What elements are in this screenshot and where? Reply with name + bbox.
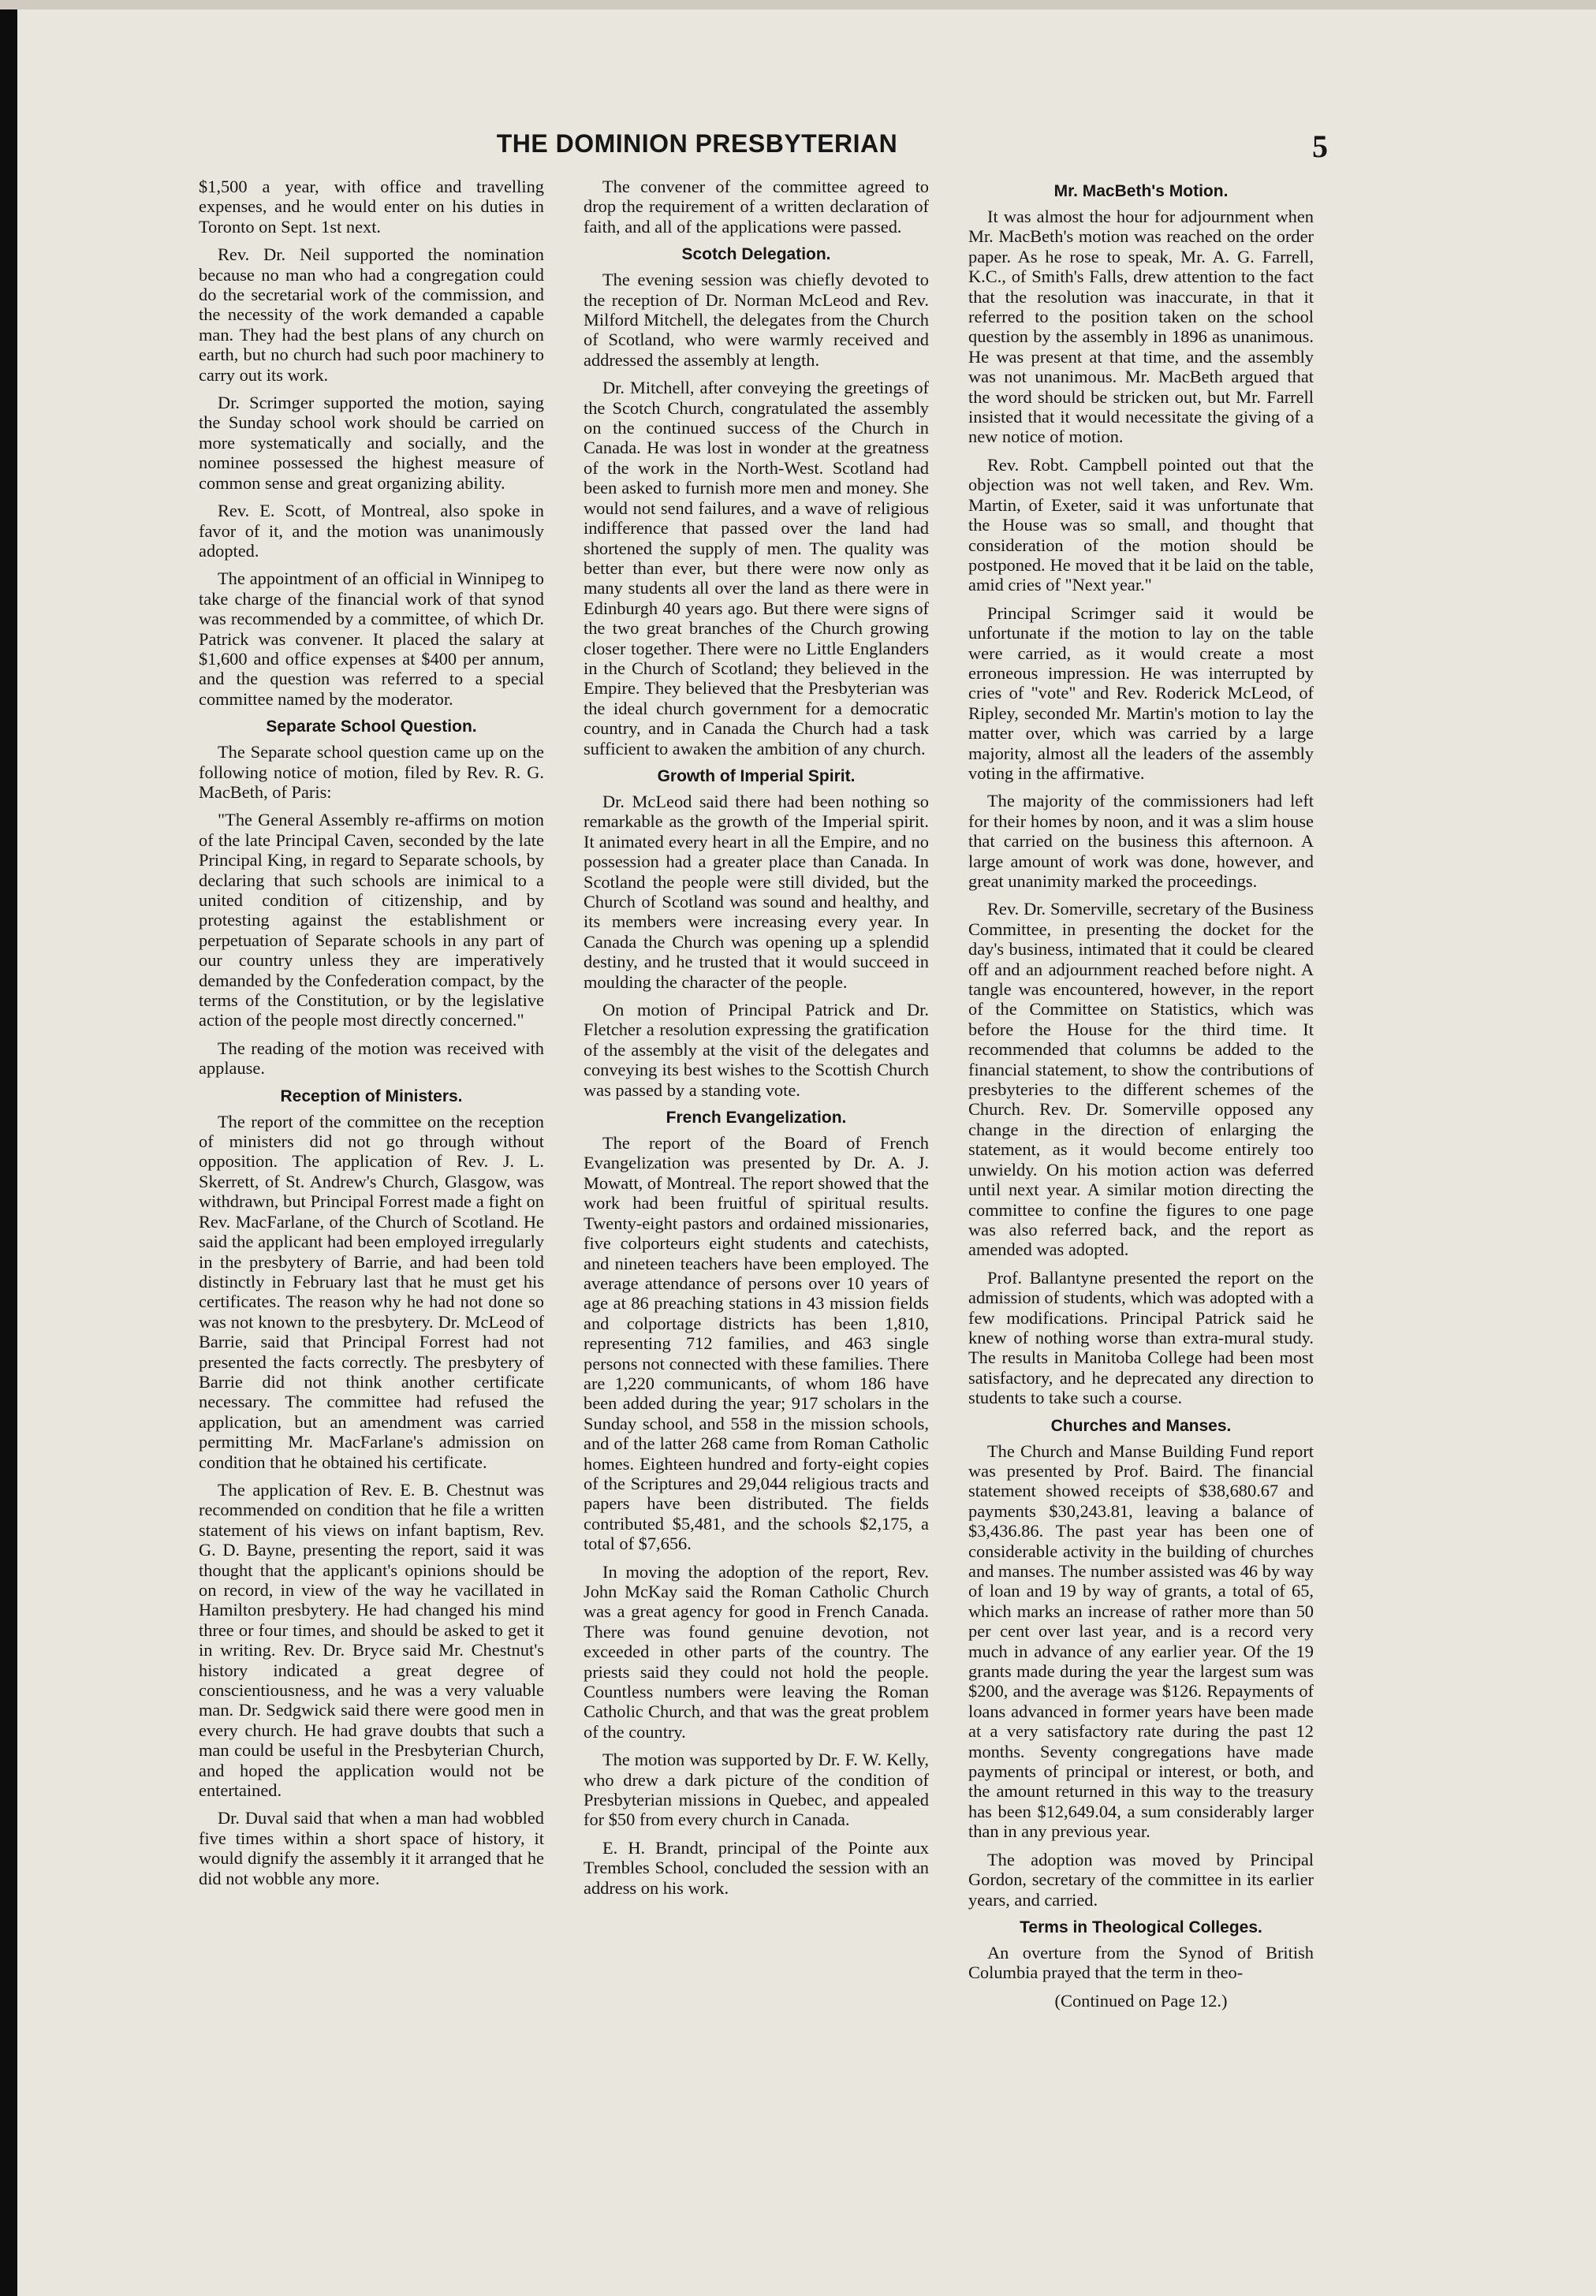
article-paragraph: The Separate school question came up on the following notice of motion, filed by Rev. R. G. MacBeth, of Paris: [199,742,544,802]
article-paragraph: It was almost the hour for adjournment when Mr. MacBeth's motion was reached on the order paper. As he rose to speak, Mr. A. G. Farrell, K.C., of Smith's Falls, drew attention to the fact that the resolution was inaccurate, in that it referred to the position taken on the school question by the assembly in 1896 as unanimous. He was present at that time, and the assembly was not unanimous. Mr. MacBeth argued that the word should be stricken out, but Mr. Farrell insisted that it would necessitate the giving of a new notice of motion. [968,207,1314,447]
article-paragraph: On motion of Principal Patrick and Dr. Fletcher a resolution expressing the gratification of the assembly at the visit of the delegates and conveying its best wishes to the Scottish Church was passed by a standing vote. [584,1000,929,1100]
article-paragraph: Principal Scrimger said it would be unfortunate if the motion to lay on the table were carried, as it would create a most erroneous impression. He was interrupted by cries of "vote" and Rev. Roderick McLeod, of Ripley, seconded Mr. Martin's motion to lay the matter over, which was carried by a large majority, almost all the leaders of the assembly voting in the affirmative. [968,602,1314,783]
article-paragraph: Prof. Ballantyne presented the report on the admission of students, which was adopted with a few modifications. Principal Patrick said he knew of nothing worse than extra-mural study. The results in Manitoba College had been most satisfactory, and he deprecated any direction to students to take such a course. [968,1267,1314,1408]
section-heading: French Evangelization. [666,1109,847,1128]
article-paragraph: An overture from the Synod of British Columbia prayed that the term in theo- [968,1942,1314,1983]
section-heading: Terms in Theological Colleges. [1020,1918,1262,1936]
section-heading: Reception of Ministers. [280,1086,463,1105]
scan-edge-left [0,0,17,2296]
article-paragraph: The reading of the motion was received with applause. [199,1038,544,1079]
article-paragraph: Rev. E. Scott, of Montreal, also spoke in favor of it, and the motion was unanimously adopted. [199,501,544,561]
continued-note: (Continued on Page 12.) [1054,1990,1228,2011]
section-heading: Separate School Question. [266,718,477,736]
article-paragraph: $1,500 a year, with office and travelling expenses, and he would enter on his duties in Toronto on Sept. 1st next. [199,177,544,237]
article-paragraph: Dr. Mitchell, after conveying the greetings of the Scotch Church, congratulated the assembly on the continued success of the Church in Canada. He was lost in wonder at the greatness of the work in the North-West. Scotland had been asked to furnish more men and money. She would not send failures, and a wave of religious indifference that passed over the land had shortened the supply of men. The quality was better than ever, but there were now only as many students all over the land as there were in Edinburgh 40 years ago. But there were signs of the two great branches of the Church growing closer together. There were no Little Englanders in the Church of Scotland; they believed in the Empire. They believed that the Presbyterian was the ideal church government for a democratic country, and in Canada the Church had a task sufficient to awaken the ambition of any church. [584,378,929,758]
article-paragraph: The adoption was moved by Principal Gordon, secretary of the committee in its earlier years, and carried. [968,1849,1314,1910]
article-paragraph: The convener of the committee agreed to drop the requirement of a written declaration of faith, and all of the applications were passed. [584,177,929,237]
article-paragraph: The Church and Manse Building Fund report was presented by Prof. Baird. The financial statement showed receipts of $38,680.67 and payments $30,243.81, leaving a balance of $3,436.86. The past year has been one of considerable activity in the building of churches and manses. The number assisted was 46 by way of loan and 19 by way of grants, a total of 65, which marks an increase of rather more than 50 per cent over last year, and is a record very much in advance of any earlier year. Of the 19 grants made during the year the largest sum was $200, and the average was $126. Repayments of loans advanced in former years have been made at a very satisfactory rate during the past 12 months. Seventy congregations have made payments of principal or interest, or both, and the amount returned in this way to the treasury has been $12,649.04, a sum considerably larger than in any previous year. [968,1441,1314,1842]
article-paragraph: The appointment of an official in Winnipeg to take charge of the financial work of that synod was recommended by a committee, of which Dr. Patrick was convener. It placed the salary at $1,600 and office expenses at $400 per annum, and the question was referred to a special committee named by the moderator. [199,568,544,709]
article-paragraph: The motion was supported by Dr. F. W. Kelly, who drew a dark picture of the condition of Presbyterian missions in Quebec, and appealed for $50 from every church in Canada. [584,1750,929,1830]
article-paragraph: In moving the adoption of the report, Rev. John McKay said the Roman Catholic Church was a great agency for good in French Canada. There was found genuine devotion, not exceeded in other parts of the country. The priests said they could not hold the people. Countless numbers were leaving the Roman Catholic Church, and that was the great problem of the country. [584,1561,929,1742]
article-paragraph: The report of the Board of French Evangelization was presented by Dr. A. J. Mowatt, of Montreal. The report showed that the work had been fruitful of spiritual results. Twenty-eight pastors and ordained missionaries, five colporteurs eight students and catechists, and nineteen teachers have been employed. The average attendance of persons over 10 years of age at 86 preaching stations in 43 mission fields and colportage districts has been 1,810, representing 712 families, and 463 single persons not connected with these families. There are 1,220 communicants, of whom 186 have been added during the year; 917 scholars in the Sunday school, and 558 in the mission schools, and of the latter 268 came from Roman Catholic homes. Eighteen hundred and forty-eight copies of the Scriptures and 29,044 religious tracts and papers have been distributed. The fields contributed $5,481, and the schools $2,175, a total of $7,656. [584,1133,929,1554]
article-paragraph: E. H. Brandt, principal of the Pointe aux Trembles School, concluded the session with an address on his work. [584,1837,929,1898]
column-3 [968,177,1314,2018]
article-paragraph: Dr. Scrimger supported the motion, saying the Sunday school work should be carried on more systematically and socially, and the nominee possessed the highest measure of common sense and great organizing ability. [199,393,544,493]
section-heading: Growth of Imperial Spirit. [657,766,856,785]
article-paragraph: Rev. Dr. Neil supported the nomination because no man who had a congregation could do the secretarial work of the commission, and the necessity of the work demanded a capable man. They had the best plans of any church on earth, but no church had such poor machinery to carry out its work. [199,244,544,385]
scan-edge-top [0,0,1596,9]
article-paragraph: The report of the committee on the reception of ministers did not go through without opposition. The application of Rev. J. L. Skerrett, of St. Andrew's Church, Glasgow, was withdrawn, but Principal Forrest made a fight on Rev. MacFarlane, of the Church of Scotland. He said the applicant had been employed irregularly in the presbytery of Barrie, and had been told distinctly in February last that he must get his certificates. The reason why he had not done so was not known to the presbytery. Dr. McLeod of Barrie, said that Principal Forrest had not presented the facts correctly. The presbytery of Barrie did not think another certificate necessary. The committee had refused the application, but an amendment was carried permitting Mr. MacFarlane's admission on condition that he obtained his certificate. [199,1111,544,1472]
article-paragraph: The application of Rev. E. B. Chestnut was recommended on condition that he file a written statement of his views on infant baptism, Rev. G. D. Bayne, presenting the report, said it was thought that the applicant's opinions should be on record, in view of the way he vacillated in Hamilton presbytery. He had changed his mind three or four times, and should be asked to get it in writing. Rev. Dr. Bryce said Mr. Chestnut's history indicated a great degree of conscientiousness, and he was a very valuable man. Dr. Sedgwick said there were good men in every church. He had grave doubts that such a man could be useful in the Presbyterian Church, and hoped the application would not be entertained. [199,1479,544,1801]
page-number: 5 [1312,129,1328,164]
masthead-title: THE DOMINION PRESBYTERIAN [496,129,898,158]
section-heading: Scotch Delegation. [681,245,831,264]
article-paragraph: Dr. Duval said that when a man had wobbled five times within a short space of history, it would dignify the assembly it it arranged that he did not wobble any more. [199,1808,544,1888]
article-paragraph: Rev. Dr. Somerville, secretary of the Business Committee, in presenting the docket for the day's business, intimated that it could be cleared off and an adjournment reached before night. A tangle was encountered, however, in the report of the Committee on Statistics, which was before the House for the third time. It recommended that columns be added to the financial statement, to show the contributions of presbyteries to the different schemes of the Church. Rev. Dr. Somerville opposed any change in the direction of enlarging the statement, as it would become entirely too unwieldy. On his motion action was deferred until next year. A similar motion directing the committee to confine the figures to one page was also referred back, and the report as amended was adopted. [968,899,1314,1260]
article-paragraph: Rev. Robt. Campbell pointed out that the objection was not well taken, and Rev. Wm. Martin, of Exeter, said it was unfortunate that the House was so small, and thought that consideration of the motion should be postponed. He moved that it be laid on the table, amid cries of "Next year." [968,454,1314,595]
article-paragraph: The evening session was chiefly devoted to the reception of Dr. Norman McLeod and Rev. Milford Mitchell, the delegates from the Church of Scotland, who were warmly received and addressed the assembly at length. [584,270,929,370]
column-2 [584,177,929,1906]
article-paragraph: The majority of the commissioners had left for their homes by noon, and it was a slim house that carried on the business this afternoon. A large amount of work was done, however, and great unanimity marked the proceedings. [968,791,1314,891]
column-1 [199,177,544,1896]
article-paragraph: "The General Assembly re-affirms on motion of the late Principal Caven, seconded by the late Principal King, in regard to Separate schools, by declaring that such schools are inimical to a united condition of citizenship, and by protesting against the establishment or perpetuation of Separate schools in any part of our country unless they are imperatively demanded by the Confederation compact, by the terms of the Constitution, or by the legislative action of the people most directly concerned." [199,810,544,1031]
section-heading: Churches and Manses. [1050,1416,1232,1435]
section-heading: Mr. MacBeth's Motion. [1053,182,1229,200]
article-paragraph: Dr. McLeod said there had been nothing so remarkable as the growth of the Imperial spirit. It animated every heart in all the Empire, and no possession had a greater place than Canada. In Scotland the people were still divided, but the Church of Scotland was sound and healthy, and its members were increasing every year. In Canada the Church was opening up a splendid destiny, and he trusted that it would succeed in moulding the character of the people. [584,791,929,992]
